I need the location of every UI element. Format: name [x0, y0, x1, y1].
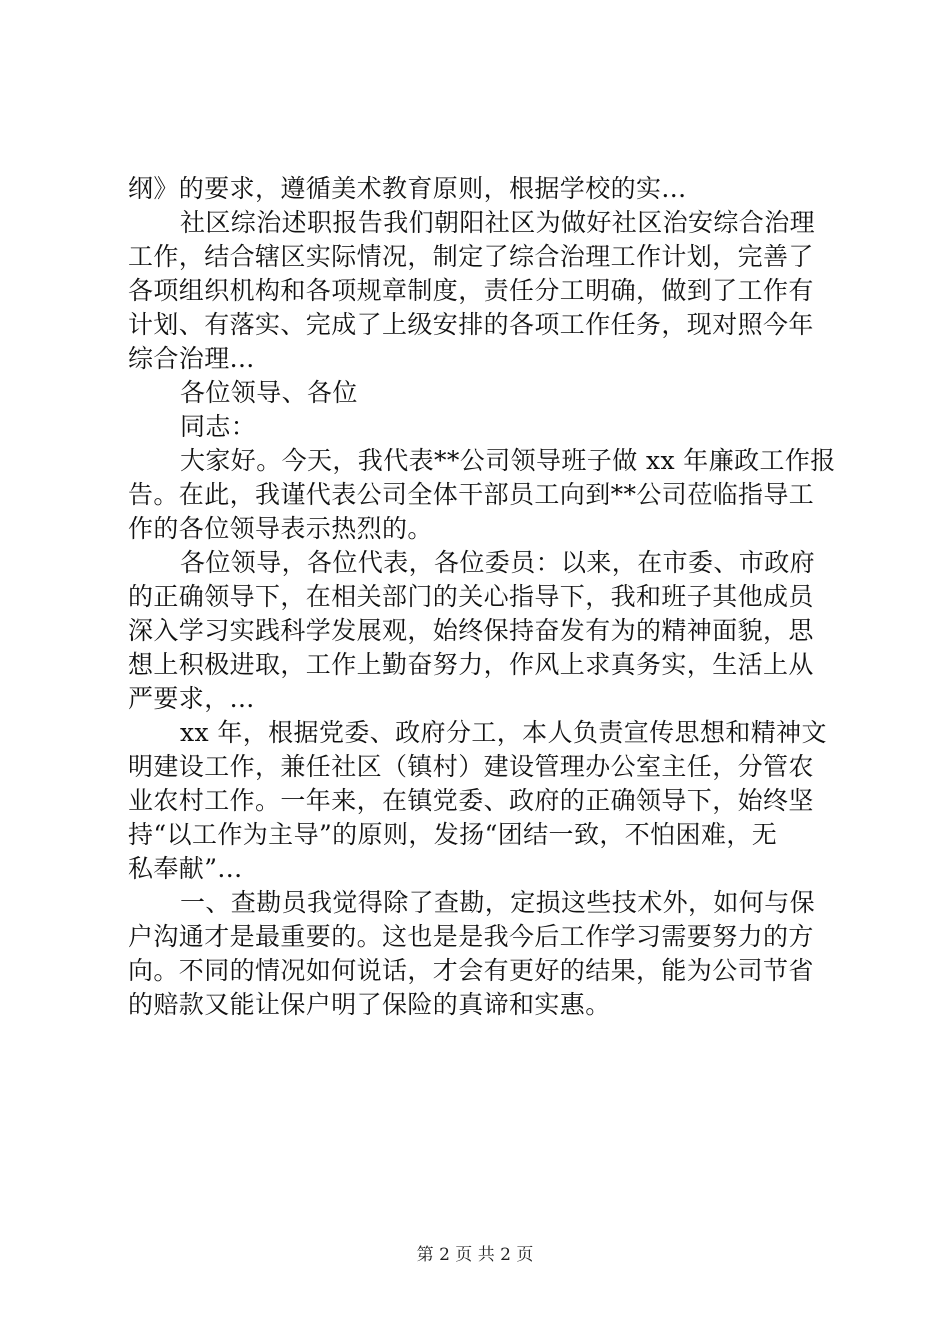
text-line: 纲》的要求，遵循美术教育原则，根据学校的实... [128, 174, 687, 203]
text-line: 业农村工作。一年来，在镇党委、政府的正确领导下，始终坚 [128, 786, 814, 815]
text-line: 综合治理... [128, 344, 255, 373]
text-line: 作的各位领导表示热烈的。 [128, 514, 433, 543]
text-line: 告。在此，我谨代表公司全体干部员工向到**公司莅临指导工 [128, 480, 815, 509]
text-line: 一、查勘员我觉得除了查勘，定损这些技术外，如何与保 [180, 888, 816, 917]
text-line: 的正确领导下，在相关部门的关心指导下，我和班子其他成员 [128, 582, 814, 611]
text-line: 严要求，... [128, 684, 255, 713]
text-line: 工作，结合辖区实际情况，制定了综合治理工作计划，完善了 [128, 242, 814, 271]
text-line: 持“以工作为主导”的原则，发扬“团结一致，不怕困难，无 [128, 820, 778, 849]
text-line: 各位领导，各位代表，各位委员：以来，在市委、市政府 [180, 548, 816, 577]
text-line: xx 年，根据党委、政府分工，本人负责宣传思想和精神文 [180, 718, 827, 747]
text-line: 大家好。今天，我代表**公司领导班子做 xx 年廉政工作报 [180, 446, 836, 475]
text-line: 同志： [180, 412, 257, 441]
text-line: 计划、有落实、完成了上级安排的各项工作任务，现对照今年 [128, 310, 814, 339]
text-line: 社区综治述职报告我们朝阳社区为做好社区治安综合治理 [180, 208, 816, 237]
document-body [128, 172, 838, 1022]
text-line: 深入学习实践科学发展观，始终保持奋发有为的精神面貌，思 [128, 616, 814, 645]
text-line: 的赔款又能让保户明了保险的真谛和实惠。 [128, 990, 611, 1019]
text-line: 私奉献”... [128, 854, 243, 883]
text-line: 各位领导、各位 [180, 378, 358, 407]
page-number: 第 2 页 共 2 页 [416, 1245, 534, 1265]
text-line: 户沟通才是最重要的。这也是是我今后工作学习需要努力的方 [128, 922, 814, 951]
text-line: 明建设工作，兼任社区（镇村）建设管理办公室主任，分管农 [128, 752, 814, 781]
text-line: 各项组织机构和各项规章制度，责任分工明确，做到了工作有 [128, 276, 814, 305]
text-line: 向。不同的情况如何说话，才会有更好的结果，能为公司节省 [128, 956, 814, 985]
text-line: 想上积极进取，工作上勤奋努力，作风上求真务实，生活上从 [128, 650, 814, 679]
